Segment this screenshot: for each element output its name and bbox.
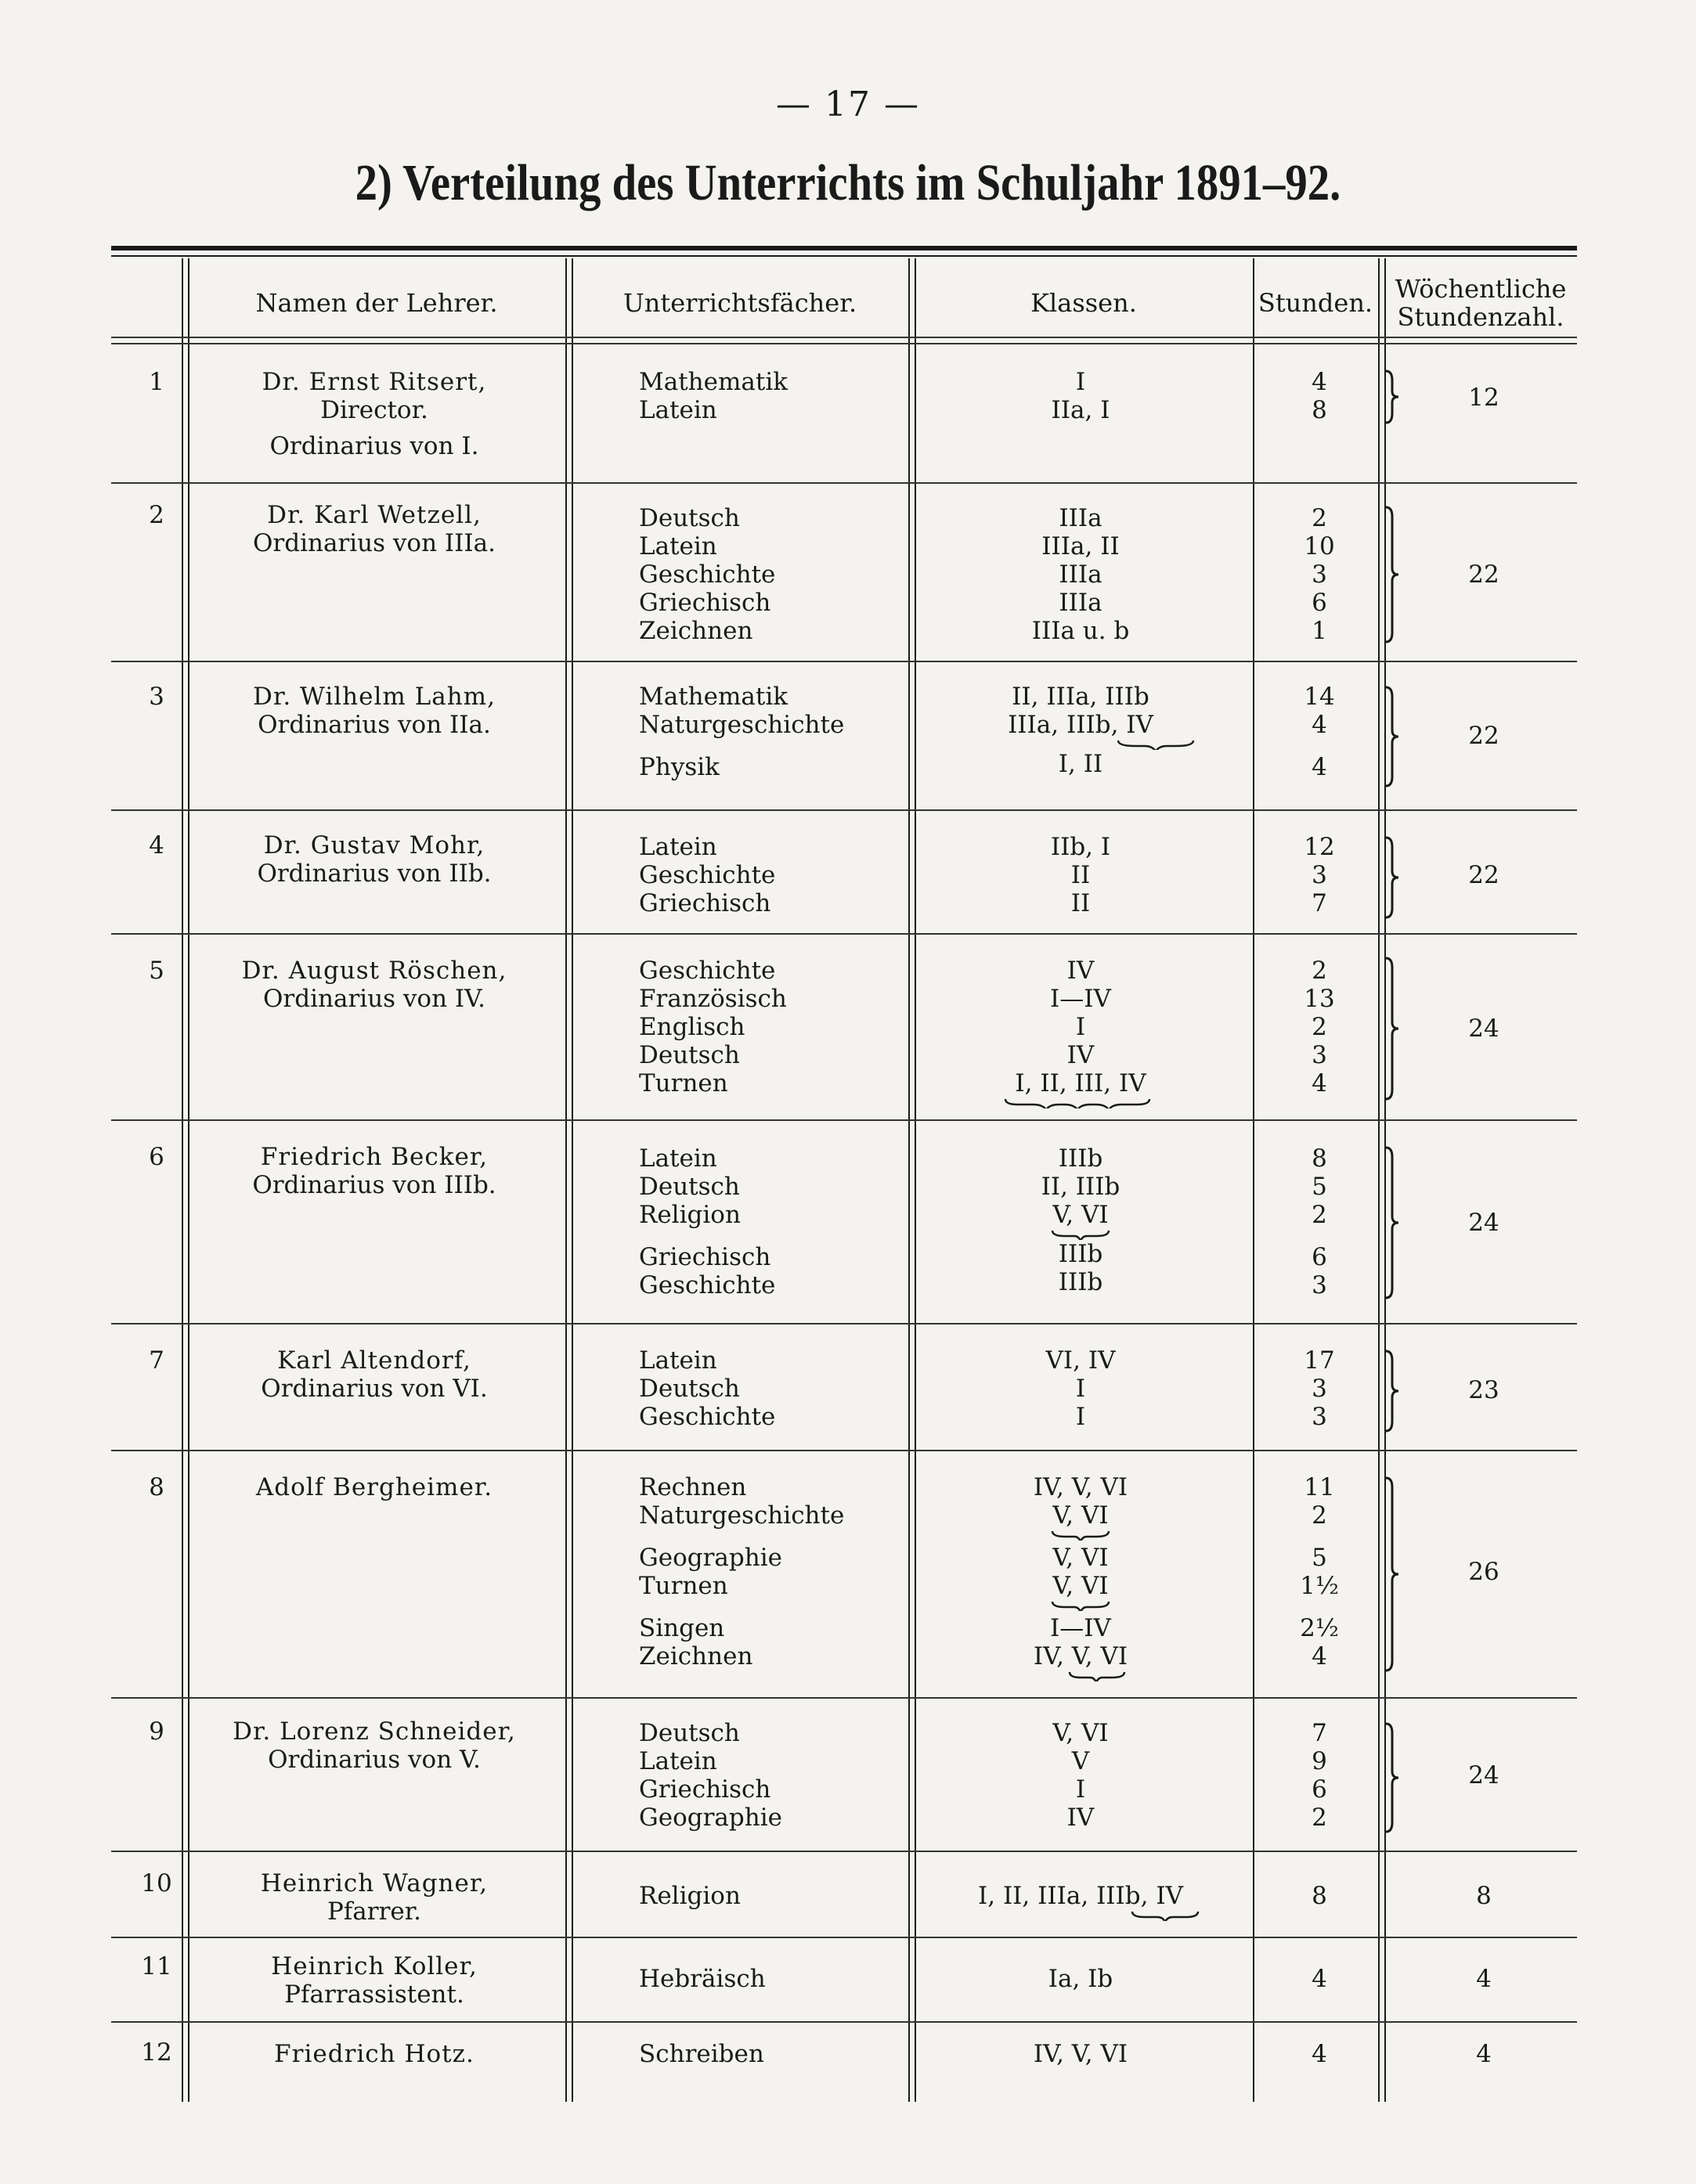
header-subjects: Unterrichtsfächer. [622, 288, 857, 318]
class-item: V, VI [1052, 1201, 1109, 1229]
teacher-name [186, 1473, 562, 1501]
row-separator [111, 1851, 1577, 1852]
hours-item: 9 [1312, 1747, 1327, 1775]
hours-item: 3 [1312, 861, 1327, 889]
teacher-title-line: Ordinarius von IV. [263, 985, 485, 1013]
class-item: I—IV [1050, 985, 1111, 1013]
row-number: 8 [149, 1473, 164, 1501]
column-divider [1378, 258, 1380, 2102]
class-item: V, VI [1052, 1572, 1109, 1600]
hours-item: 4 [1312, 1069, 1327, 1097]
teacher-name-line: Friedrich Becker, [260, 1143, 489, 1171]
teacher-name [186, 1952, 562, 2009]
teacher-name [186, 683, 562, 739]
class-item: IIa, I [1051, 396, 1110, 424]
teacher-name-line: Karl Altendorf, [277, 1346, 471, 1375]
row-separator [111, 661, 1577, 662]
subject-item: Latein [639, 532, 717, 560]
class-item: IIIa, II [1041, 532, 1120, 560]
header-teacher: Namen der Lehrer. [255, 288, 498, 318]
top-rule [111, 246, 1577, 250]
hours-item: 2 [1312, 1013, 1327, 1041]
hours-item: 8 [1312, 1144, 1327, 1173]
subjects-list [639, 1473, 844, 1670]
classes-list [908, 1719, 1253, 1832]
weekly-total: 22 [1468, 722, 1499, 750]
classes-list [908, 833, 1253, 917]
header-total-line1: Wöchentliche [1395, 274, 1567, 304]
class-item: IIIb [1058, 1268, 1103, 1296]
hours-item: 6 [1312, 1775, 1327, 1804]
class-item: I [1075, 1775, 1086, 1804]
column-divider [182, 258, 183, 2102]
row-separator [111, 809, 1577, 811]
row-number: 3 [149, 683, 164, 711]
class-item: IV, V, VI [1033, 2040, 1128, 2068]
subject-item: Englisch [639, 1013, 745, 1041]
subjects-list [639, 1882, 741, 1910]
subject-item: Griechisch [639, 589, 771, 617]
subject-item: Deutsch [639, 1173, 740, 1201]
class-item: IIb, I [1050, 833, 1111, 861]
subject-item: Geschichte [639, 1403, 776, 1431]
class-item: I [1075, 1375, 1086, 1403]
subject-item: Singen [639, 1614, 725, 1642]
class-item: IIIa [1059, 589, 1102, 617]
subjects-list [639, 1965, 766, 1993]
teacher-name-line: Adolf Bergheimer. [255, 1473, 493, 1501]
classes-list [908, 368, 1253, 424]
weekly-total: 12 [1468, 384, 1499, 412]
class-item: IIIb [1058, 1240, 1103, 1268]
header-classes: Klassen. [1030, 288, 1137, 318]
hours-item: 5 [1312, 1173, 1327, 1201]
subject-item: Latein [639, 1747, 717, 1775]
weekly-total: 26 [1468, 1558, 1499, 1586]
hours-item: 2 [1312, 1201, 1327, 1229]
hours-item: 7 [1312, 1719, 1327, 1747]
subjects-list [639, 1719, 782, 1832]
class-item: IV, V, VI [1033, 1473, 1128, 1501]
hours-list [1268, 1965, 1370, 1993]
class-item: I, II, III, IV [1015, 1069, 1146, 1097]
hours-item: 3 [1312, 1403, 1327, 1431]
row-number: 4 [149, 831, 164, 860]
subject-item: Mathematik [639, 683, 788, 711]
hours-item: 2 [1312, 504, 1327, 532]
teacher-name [186, 368, 562, 460]
hours-item: 4 [1312, 711, 1327, 739]
subject-item: Religion [639, 1882, 741, 1910]
subjects-list [639, 833, 775, 917]
subject-item: Deutsch [639, 1719, 740, 1747]
hours-item: 6 [1312, 589, 1327, 617]
subject-item: Rechnen [639, 1473, 747, 1501]
classes-list [908, 1346, 1253, 1431]
hours-item: 13 [1304, 985, 1335, 1013]
hours-item: 12 [1304, 833, 1335, 861]
subject-item: Zeichnen [639, 617, 753, 645]
subject-item: Latein [639, 1346, 717, 1375]
class-item: IIIb [1058, 1144, 1103, 1173]
hours-list [1268, 504, 1370, 645]
teacher-title-line: Ordinarius von I. [269, 432, 479, 460]
subject-item: Physik [639, 753, 720, 781]
page-title: 2) Verteilung des Unterrichts im Schuljahr 1891–92. [355, 154, 1341, 211]
class-item: II [1070, 861, 1091, 889]
subject-item: Religion [639, 1201, 741, 1229]
weekly-total: 24 [1468, 1761, 1499, 1789]
underbrace-icon [908, 1097, 1253, 1108]
teacher-title-line: Ordinarius von IIb. [257, 860, 492, 888]
teacher-title-line: Pfarrassistent. [284, 1980, 464, 2009]
class-item: Ia, Ib [1048, 1965, 1113, 1993]
teacher-name-line: Friedrich Hotz. [274, 2040, 475, 2068]
teacher-name-line: Dr. Lorenz Schneider, [233, 1717, 516, 1746]
hours-item: 6 [1312, 1243, 1327, 1271]
class-item: I [1075, 1403, 1086, 1431]
teacher-name-line: Heinrich Koller, [271, 1952, 478, 1980]
row-number: 5 [149, 957, 164, 985]
subject-item: Turnen [639, 1069, 728, 1097]
teacher-name-line: Dr. Gustav Mohr, [263, 831, 485, 860]
column-divider [1253, 258, 1254, 2102]
hours-item: 1½ [1300, 1572, 1339, 1600]
hours-list [1268, 1346, 1370, 1431]
subject-item: Griechisch [639, 1775, 771, 1804]
teacher-name-line: Heinrich Wagner, [260, 1869, 489, 1897]
hours-item: 14 [1304, 683, 1335, 711]
class-item: IIIa [1059, 560, 1102, 589]
hours-item: 4 [1312, 1965, 1327, 1993]
subject-item: Geographie [639, 1804, 782, 1832]
class-item: I, II, IIIa, IIIb, IV [977, 1882, 1183, 1910]
hours-list [1268, 1882, 1370, 1910]
class-item: V [1071, 1747, 1090, 1775]
subjects-list [639, 957, 787, 1097]
row-number: 10 [141, 1869, 172, 1897]
teacher-name [186, 1869, 562, 1926]
hours-item: 4 [1312, 753, 1327, 781]
hours-item: 2 [1312, 1501, 1327, 1530]
underbrace-icon [908, 1229, 1253, 1240]
classes-list [908, 1144, 1253, 1296]
teacher-name [186, 831, 562, 888]
subject-item: Schreiben [639, 2040, 764, 2068]
hours-item: 8 [1312, 1882, 1327, 1910]
header-hours: Stunden. [1258, 288, 1373, 318]
classes-list [908, 504, 1253, 645]
weekly-total: 22 [1468, 560, 1499, 589]
teacher-name [186, 1717, 562, 1774]
class-item: V, VI [1052, 1719, 1109, 1747]
underbrace-icon [908, 1910, 1253, 1921]
classes-list [908, 2040, 1253, 2068]
row-separator [111, 1119, 1577, 1121]
subject-item: Zeichnen [639, 1642, 753, 1670]
class-item: IIIa [1059, 504, 1102, 532]
subject-item: Mathematik [639, 368, 788, 396]
hours-list [1268, 1144, 1370, 1299]
class-item: IV [1066, 1804, 1095, 1832]
class-item: I [1075, 1013, 1086, 1041]
row-number: 11 [141, 1952, 172, 1980]
subject-item: Turnen [639, 1572, 728, 1600]
class-item: I, II [1058, 750, 1103, 778]
row-number: 1 [149, 368, 164, 396]
classes-list [908, 683, 1253, 778]
subject-item: Naturgeschichte [639, 711, 845, 739]
hours-item: 4 [1312, 368, 1327, 396]
teacher-title-line: Ordinarius von IIIa. [253, 529, 496, 557]
subject-item: Hebräisch [639, 1965, 766, 1993]
class-item: IIIa u. b [1031, 617, 1130, 645]
subject-item: Französisch [639, 985, 787, 1013]
teacher-title-line: Pfarrer. [327, 1897, 422, 1926]
subject-item: Deutsch [639, 1041, 740, 1069]
class-item: IV, V, VI [1033, 1642, 1128, 1670]
class-item: IIIa, IIIb, IV [1008, 711, 1153, 739]
weekly-total: 24 [1468, 1209, 1499, 1237]
column-divider [572, 258, 573, 2102]
teacher-title-line: Ordinarius von IIa. [258, 711, 491, 739]
hours-item: 2 [1312, 1804, 1327, 1832]
class-item: IV [1066, 1041, 1095, 1069]
teacher-title-line: Ordinarius von V. [268, 1746, 481, 1774]
hours-item: 4 [1312, 1642, 1327, 1670]
class-item: I—IV [1050, 1614, 1111, 1642]
header-total [1384, 274, 1577, 330]
class-item: V, VI [1052, 1544, 1109, 1572]
weekly-total: 8 [1476, 1882, 1492, 1910]
header-total-line2: Stundenzahl. [1397, 302, 1564, 332]
underbrace-icon [908, 1670, 1253, 1681]
teacher-name-line: Dr. August Röschen, [241, 957, 507, 985]
hours-item: 2 [1312, 957, 1327, 985]
subject-item: Geschichte [639, 1271, 776, 1299]
row-separator [111, 1937, 1577, 1938]
subject-item: Geographie [639, 1544, 782, 1572]
teacher-name [186, 2040, 562, 2068]
hours-item: 2½ [1300, 1614, 1339, 1642]
subject-item: Geschichte [639, 560, 776, 589]
weekly-total: 24 [1468, 1015, 1499, 1043]
hours-list [1268, 1473, 1370, 1670]
class-item: IV [1066, 957, 1095, 985]
classes-list [908, 957, 1253, 1108]
subjects-list [639, 2040, 764, 2068]
subject-item: Griechisch [639, 889, 771, 917]
row-separator [111, 1450, 1577, 1451]
class-item: I [1075, 368, 1086, 396]
classes-list [908, 1965, 1253, 1993]
teacher-title-line: Ordinarius von VI. [261, 1375, 488, 1403]
underbrace-icon [908, 1600, 1253, 1611]
underbrace-icon [908, 739, 1253, 750]
underbrace-icon [908, 1530, 1253, 1541]
subject-item: Latein [639, 833, 717, 861]
top-rule-thin [111, 255, 1577, 257]
hours-item: 3 [1312, 1271, 1327, 1299]
hours-list [1268, 368, 1370, 424]
hours-item: 3 [1312, 1041, 1327, 1069]
class-item: V, VI [1052, 1501, 1109, 1530]
subjects-list [639, 504, 775, 645]
hours-item: 17 [1304, 1346, 1335, 1375]
teacher-name [186, 1143, 562, 1199]
class-item: II, IIIa, IIIb [1012, 683, 1149, 711]
class-item: II, IIIb [1041, 1173, 1120, 1201]
row-separator [111, 482, 1577, 484]
class-item: VI, IV [1045, 1346, 1116, 1375]
row-number: 7 [149, 1346, 164, 1375]
subject-item: Griechisch [639, 1243, 771, 1271]
hours-item: 8 [1312, 396, 1327, 424]
weekly-total: 4 [1476, 2040, 1492, 2068]
row-number: 9 [149, 1717, 164, 1746]
hours-item: 5 [1312, 1544, 1327, 1572]
hours-item: 3 [1312, 1375, 1327, 1403]
hours-item: 10 [1304, 532, 1335, 560]
row-number: 12 [141, 2038, 172, 2067]
subject-item: Latein [639, 1144, 717, 1173]
subject-item: Naturgeschichte [639, 1501, 845, 1530]
weekly-total: 4 [1476, 1965, 1492, 1993]
hours-list [1268, 2040, 1370, 2068]
classes-list [908, 1882, 1253, 1921]
subject-item: Geschichte [639, 861, 776, 889]
hours-item: 7 [1312, 889, 1327, 917]
row-separator [111, 933, 1577, 935]
teacher-title-line: Director. [320, 396, 428, 424]
teacher-title-line: Ordinarius von IIIb. [252, 1171, 496, 1199]
subjects-list [639, 1144, 775, 1299]
class-item: II [1070, 889, 1091, 917]
hours-item: 11 [1304, 1473, 1335, 1501]
weekly-total: 22 [1468, 861, 1499, 889]
row-separator [111, 2021, 1577, 2023]
subject-item: Geschichte [639, 957, 776, 985]
row-number: 6 [149, 1143, 164, 1171]
teacher-name [186, 957, 562, 1013]
page-number: — 17 — [776, 85, 920, 124]
subjects-list [639, 683, 844, 781]
hours-list [1268, 1719, 1370, 1832]
subject-item: Deutsch [639, 504, 740, 532]
row-separator [111, 1323, 1577, 1324]
header-separator [111, 337, 1577, 338]
row-separator [111, 1697, 1577, 1699]
classes-list [908, 1473, 1253, 1681]
hours-list [1268, 957, 1370, 1097]
subjects-list [639, 368, 788, 424]
hours-item: 3 [1312, 560, 1327, 589]
hours-item: 1 [1312, 617, 1327, 645]
teacher-name [186, 501, 562, 557]
hours-item: 4 [1312, 2040, 1327, 2068]
hours-list [1268, 683, 1370, 781]
weekly-total: 23 [1468, 1376, 1499, 1404]
subject-item: Latein [639, 396, 717, 424]
teacher-name-line: Dr. Karl Wetzell, [267, 501, 482, 529]
teacher-name-line: Dr. Wilhelm Lahm, [253, 683, 496, 711]
subjects-list [639, 1346, 775, 1431]
column-divider [565, 258, 567, 2102]
teacher-name-line: Dr. Ernst Ritsert, [262, 368, 487, 396]
subject-item: Deutsch [639, 1375, 740, 1403]
hours-list [1268, 833, 1370, 917]
row-number: 2 [149, 501, 164, 529]
teacher-name [186, 1346, 562, 1403]
